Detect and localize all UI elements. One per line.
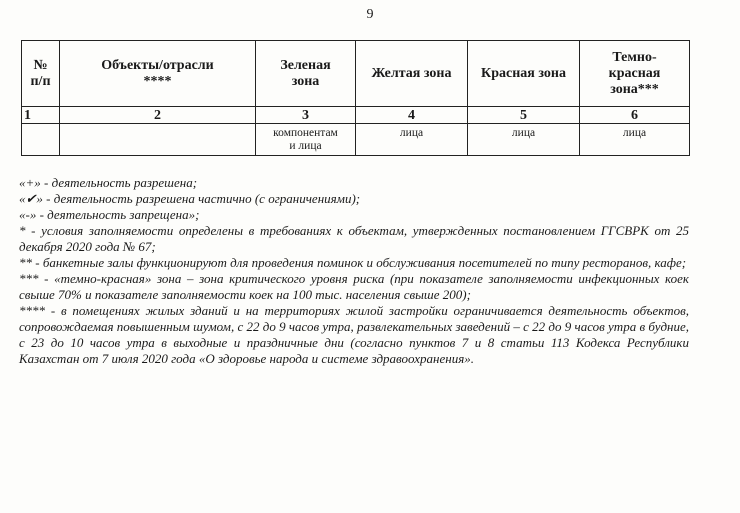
table-row <box>22 124 690 156</box>
column-number-cell: 2 <box>60 107 256 124</box>
column-number-cell: 4 <box>356 107 468 124</box>
table-row <box>22 107 690 124</box>
note-noise-restriction: **** - в помещениях жилых зданий и на территориях жилой застройки ограничивается деятельность объектов, сопровождаемая повышенным шумом, с 22 до 9 часов утра, развлекательных заведений – с 22 до 9 часов утра в будние, с 23 до 10 часов утра в выходные и праздничные дни (согласно пунктов 7 и 8 статьи 113 Кодекса Республики Казахстан от 7 июля 2020 года «О здоровье народа и системе здравоохранения». <box>19 303 689 366</box>
table-header-row <box>22 41 690 107</box>
note-dark-red-zone: *** - «темно-красная» зона – зона критического уровня риска (при показателе заполняемости инфекционных коек свыше 70% и показателе заполняемости коек на 100 тыс. населения свыше 200); <box>19 271 689 302</box>
table-cell: компонентам и лица <box>256 124 356 156</box>
header-red-zone: Красная зона <box>468 41 580 107</box>
header-green-zone: Зеленая зона <box>256 41 356 107</box>
zones-table <box>21 40 690 156</box>
header-yellow-zone: Желтая зона <box>356 41 468 107</box>
page-number: 9 <box>366 7 374 22</box>
header-number: № п/п <box>22 41 60 107</box>
footnotes <box>19 175 689 367</box>
note-partially-allowed: «✔» - деятельность разрешена частично (с ограничениями); <box>19 191 361 206</box>
table-cell: лица <box>580 124 690 156</box>
column-number-cell: 1 <box>22 107 60 124</box>
note-allowed: «+» - деятельность разрешена; <box>19 175 198 190</box>
table-cell <box>22 124 60 156</box>
note-occupancy: * - условия заполняемости определены в требованиях к объектам, утвержденных постановлением ГГСВРК от 25 декабря 2020 года № 67; <box>19 223 689 254</box>
column-number-cell: 6 <box>580 107 690 124</box>
note-banquet-halls: ** - банкетные залы функционируют для проведения поминок и обслуживания посетителей по типу ресторанов, кафе; <box>19 255 687 270</box>
note-forbidden: «-» - деятельность запрещена»; <box>19 207 200 222</box>
header-objects: Объекты/отрасли **** <box>60 41 256 107</box>
table-cell <box>60 124 256 156</box>
header-dark-red-zone: Темно- красная зона*** <box>580 41 690 107</box>
column-number-cell: 5 <box>468 107 580 124</box>
table-cell: лица <box>356 124 468 156</box>
column-number-cell: 3 <box>256 107 356 124</box>
table-cell: лица <box>468 124 580 156</box>
